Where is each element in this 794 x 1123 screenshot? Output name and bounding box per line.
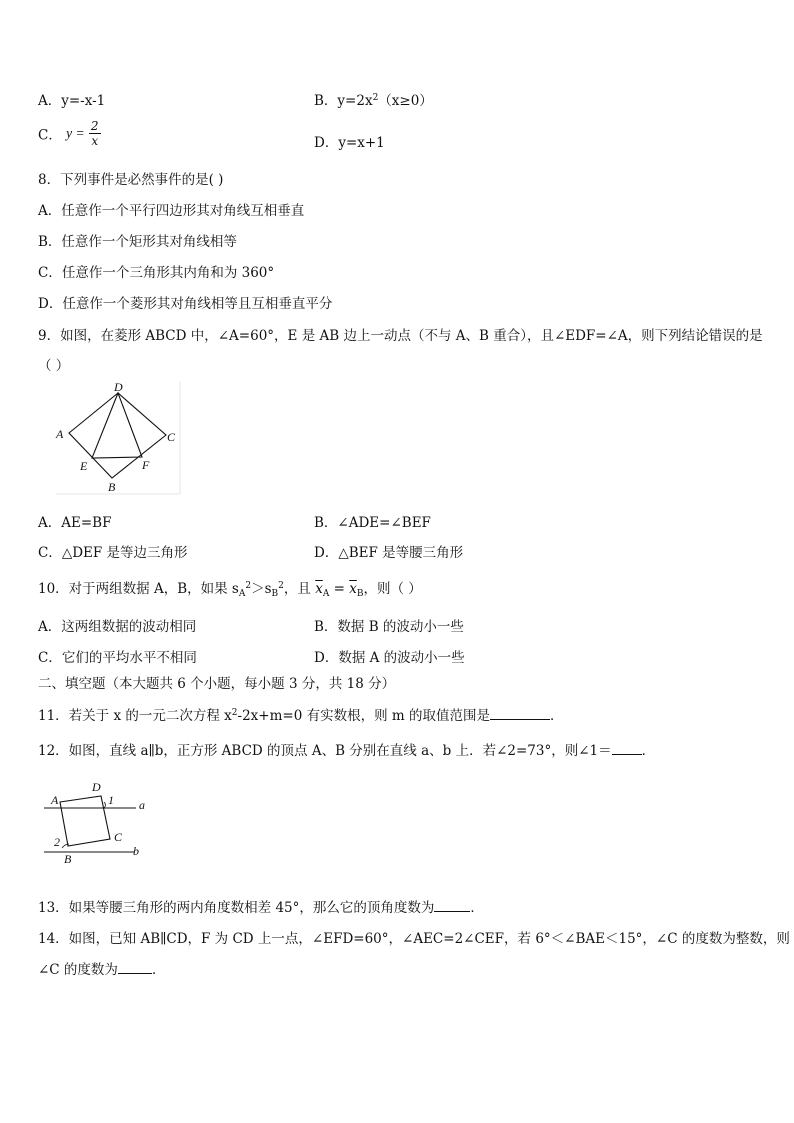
q10-mean-b-sub: B [356, 589, 364, 599]
q12-answer-blank[interactable] [612, 742, 642, 755]
q7-option-b-text: B．y=2x [314, 93, 373, 109]
q9-option-c: C．△DEF 是等边三角形 [38, 545, 188, 561]
q9-option-a: A．AE=BF [38, 515, 112, 531]
q14-line-2 [38, 958, 165, 978]
q7-option-a: A．y=-x-1 [38, 93, 106, 109]
angle-label-2: 2 [54, 835, 60, 849]
q10-mean-a-sub: A [322, 589, 330, 599]
q10-square-a: 2 [245, 581, 252, 591]
point-label-c: C [114, 830, 123, 844]
q7-option-d: D．y=x+1 [314, 135, 385, 151]
q7-option-c [38, 119, 101, 148]
q11 [38, 704, 563, 724]
point-label-d: D [92, 780, 101, 794]
q9-option-d: D．△BEF 是等腰三角形 [314, 545, 464, 561]
q12-text: 12．如图，直线 a∥b，正方形 ABCD 的顶点 A、B 分别在直线 a、b 上．若∠2=73°，则∠1＝ [38, 743, 612, 759]
point-label-b: B [64, 852, 72, 866]
q10-mean-b: $\overline{x}$ [349, 581, 357, 597]
q8-stem: 8．下列事件是必然事件的是( ) [38, 172, 224, 188]
q11-text-start: 11．若关于 x 的一元二次方程 x [38, 708, 232, 724]
q10-subscript-a: A [238, 589, 246, 599]
q8-option-c: C．任意作一个三角形其内角和为 360° [38, 265, 275, 281]
q10-stem-end: ，则（ ） [363, 581, 422, 597]
q10-option-c: C．它们的平均水平不相同 [38, 650, 197, 666]
rhombus-figure [50, 380, 182, 498]
angle-label-1: 1 [108, 793, 114, 807]
q10-mean-a: $\overline{x}$ [315, 581, 323, 597]
vertex-label-b: B [108, 480, 116, 494]
q13-text: 13．如果等腰三角形的两内角度数相差 45°，那么它的顶角度数为 [38, 900, 435, 916]
vertex-label-f: F [142, 458, 150, 472]
q10-subscript-b: B [271, 589, 279, 599]
q10-stem-start: 10．对于两组数据 A，B，如果 s [38, 581, 239, 597]
q8-option-a: A．任意作一个平行四边形其对角线互相垂直 [38, 203, 305, 219]
q7-option-c-label: C． [38, 127, 62, 144]
q7-option-b-condition: （x≥0） [378, 93, 433, 109]
vertex-label-e: E [80, 459, 88, 473]
q11-answer-blank[interactable] [490, 707, 550, 720]
triangle-def [92, 393, 142, 458]
fraction-numerator: 2 [90, 119, 99, 133]
q13 [38, 896, 484, 916]
q10-equals: = [329, 581, 350, 597]
q7-option-b-exponent: 2 [372, 93, 379, 103]
square-abcd [60, 796, 110, 846]
vertex-label-c: C [167, 430, 176, 444]
q10-option-a: A．这两组数据的波动相同 [38, 619, 197, 635]
q8-option-d: D．任意作一个菱形其对角线相等且互相垂直平分 [38, 296, 333, 312]
fraction-denominator: x [91, 134, 99, 148]
q11-exponent: 2 [231, 708, 238, 718]
q9-stem-bracket: （ ） [38, 358, 70, 374]
q7-option-c-fraction [89, 119, 101, 148]
q10-stem [38, 577, 422, 599]
q14-period: ． [151, 962, 166, 978]
line-label-a: a [139, 798, 145, 812]
q8-option-b: B．任意作一个矩形其对角线相等 [38, 234, 237, 250]
line-label-b: b [133, 844, 139, 858]
q10-greater-than: ＞s [251, 581, 272, 597]
point-label-a: A [51, 793, 59, 807]
q11-text-end: -2x+m=0 有实数根，则 m 的取值范围是 [237, 708, 490, 724]
vertex-label-d: D [114, 380, 123, 394]
q12 [38, 739, 655, 759]
q9-stem: 9．如图，在菱形 ABCD 中，∠A=60°，E 是 AB 边上一动点（不与 A、B 重合），且∠EDF=∠A，则下列结论错误的是 [38, 328, 763, 344]
q14-answer-blank[interactable] [118, 961, 152, 974]
q14-line-1: 14．如图，已知 AB∥CD，F 为 CD 上一点，∠EFD=60°，∠AEC=2∠CEF，若 6°＜∠BAE＜15°，∠C 的度数为整数，则 [38, 931, 790, 947]
section-heading-fill-in: 二、填空题（本大题共 6 个小题，每小题 3 分，共 18 分） [38, 676, 396, 692]
q13-answer-blank[interactable] [434, 899, 470, 912]
q7-option-b [314, 89, 433, 109]
q10-and: ，且 [283, 581, 311, 597]
vertex-label-a: A [56, 427, 64, 441]
q9-option-b: B．∠ADE=∠BEF [314, 515, 431, 531]
q7-option-c-lhs: y = [66, 125, 85, 141]
q14-text: ∠C 的度数为 [38, 962, 118, 978]
angle-1-arc [104, 802, 106, 808]
q11-period: ． [549, 708, 564, 724]
q10-square-b: 2 [278, 581, 284, 591]
parallel-lines-square-figure [38, 778, 158, 868]
q10-option-d: D．数据 A 的波动小一些 [314, 650, 465, 666]
q10-option-b: B．数据 B 的波动小一些 [314, 619, 464, 635]
q12-period: ． [641, 743, 656, 759]
q13-period: ． [470, 900, 484, 916]
